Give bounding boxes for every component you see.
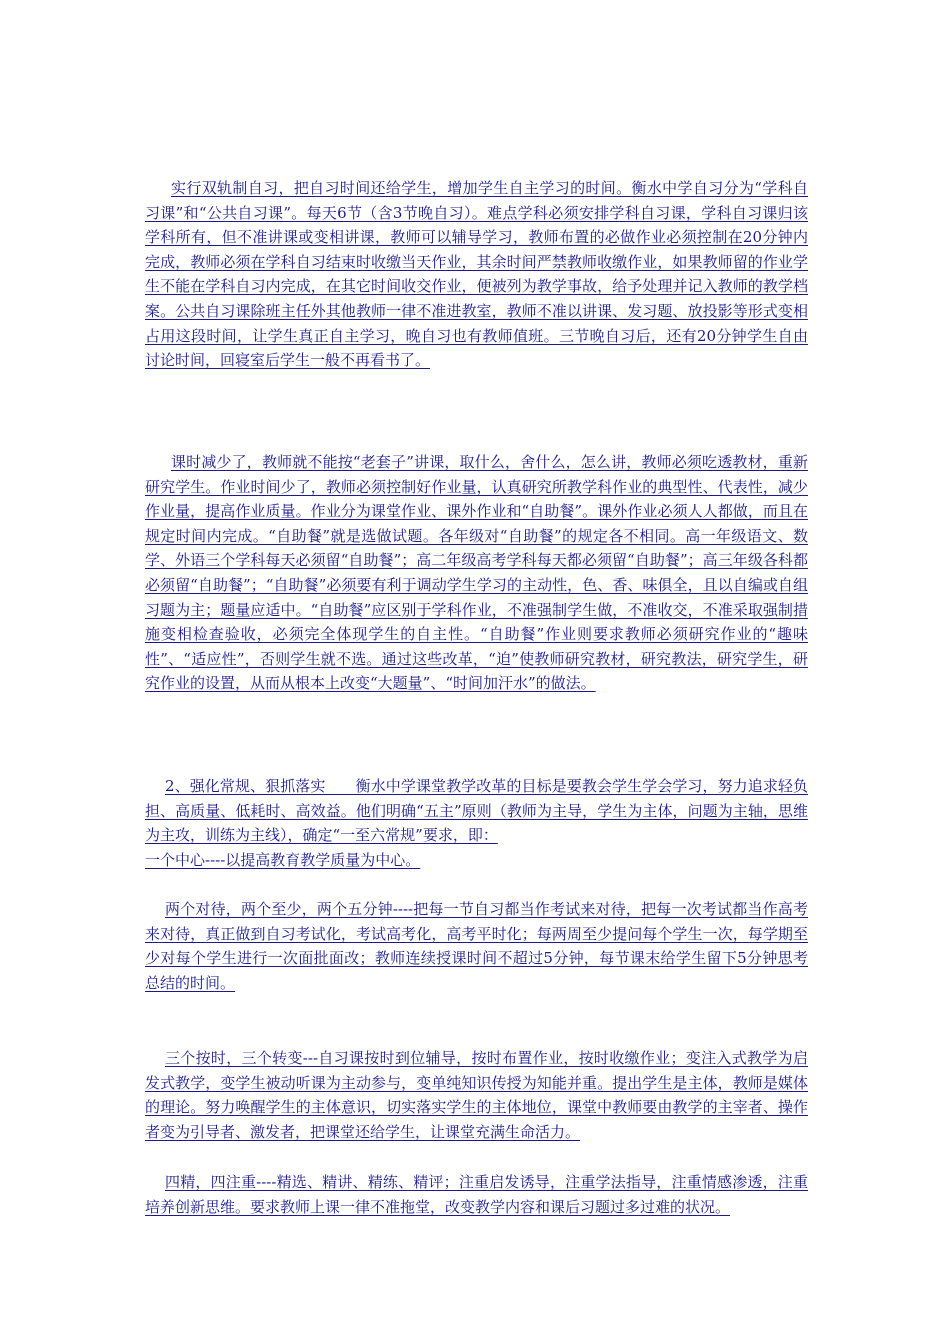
section-routine-rules: [145, 774, 808, 872]
paragraph-two-rules: 两个对待，两个至少，两个五分钟----把每一节自习都当作考试来对待，把每一次考试都当作高考来对待，真正做到自习考试化，考试高考化，高考平时化；每两周至少提问每个学生一次，每学期至少对每个学生进行一次面批面改；教师连续授课时间不超过5分钟，每节课末给学生留下5分钟思考总结的时间。: [145, 900, 808, 992]
paragraph-dual-track-self-study: 实行双轨制自习，把自习时间还给学生，增加学生自主学习的时间。衡水中学自习分为“学科自习课”和“公共自习课”。每天6节（含3节晚自习）。难点学科必须安排学科自习课，学科自习课归该学科所有，但不准讲课或变相讲课，教师可以辅导学习，教师布置的必做作业必须控制在20分钟内完成，教师必须在学科自习结束时收缴当天作业，其余时间严禁教师收缴作业，如果教师留的作业学生不能在学科自习内完成，在其它时间收交作业，便被列为教学事故，给予处理并记入教师的教学档案。公共自习课除班主任外其他教师一律不准进教室，教师不准以讲课、发习题、放投影等形式变相占用这段时间，让学生真正自主学习，晚自习也有教师值班。三节晚自习后，还有20分钟学生自由讨论时间，回寝室后学生一般不再看书了。: [145, 179, 808, 370]
paragraph-four-rules: 四精，四注重----精选、精讲、精练、精评；注重启发诱导，注重学法指导，注重情感渗透，注重培养创新思维。要求教师上课一律不准拖堂，改变教学内容和课后习题过多过难的状况。: [145, 1173, 808, 1216]
paragraph-one-center: 一个中心----以提高教育教学质量为中心。: [145, 850, 421, 869]
paragraph-homework-reform: 课时减少了，教师就不能按“老套子”讲课，取什么，舍什么，怎么讲，教师必须吃透教材，重新研究学生。作业时间少了，教师必须控制好作业量，认真研究所教学科作业的典型性、代表性，减少作业量，提高作业质量。作业分为课堂作业、课外作业和“自助餐”。课外作业必须人人都做，而且在规定时间内完成。“自助餐”就是选做试题。各年级对“自助餐”的规定各不相同。高一年级语文、数学、外语三个学科每天必须留“自助餐”；高二年级高考学科每天都必须留“自助餐”；高三年级各科都必须留“自助餐”；“自助餐”必须要有利于调动学生学习的主动性，色、香、味俱全，且以自编或自组习题为主；题量应适中。“自助餐”应区别于学科作业，不准强制学生做，不准收交，不准采取强制措施变相检查验收，必须完全体现学生的自主性。“自助餐”作业则要求教师必须研究作业的“趣味性”、“适应性”，否则学生就不选。通过这些改革，“迫”使教师研究教材，研究教法，研究学生，研究作业的设置，从而从根本上改变“大题量”、“时间加汗水”的做法。: [145, 453, 808, 693]
paragraph-routine-intro: 2、强化常规、狠抓落实 衡水中学课堂教学改革的目标是要教会学生学会学习，努力追求轻负担、高质量、低耗时、高效益。他们明确“五主”原则（教师为主导，学生为主体，问题为主轴，思维为主攻，训练为主线），确定“一至六常规”要求，即：: [145, 777, 808, 845]
paragraph-three-rules: 三个按时，三个转变---自习课按时到位辅导，按时布置作业，按时收缴作业；变注入式教学为启发式教学，变学生被动听课为主动参与，变单纯知识传授为知能并重。提出学生是主体，教师是媒体的理论。努力唤醒学生的主体意识，切实落实学生的主体地位，课堂中教师要由教学的主宰者、操作者变为引导者、激发者，把课堂还给学生，让课堂充满生命活力。: [145, 1049, 808, 1141]
